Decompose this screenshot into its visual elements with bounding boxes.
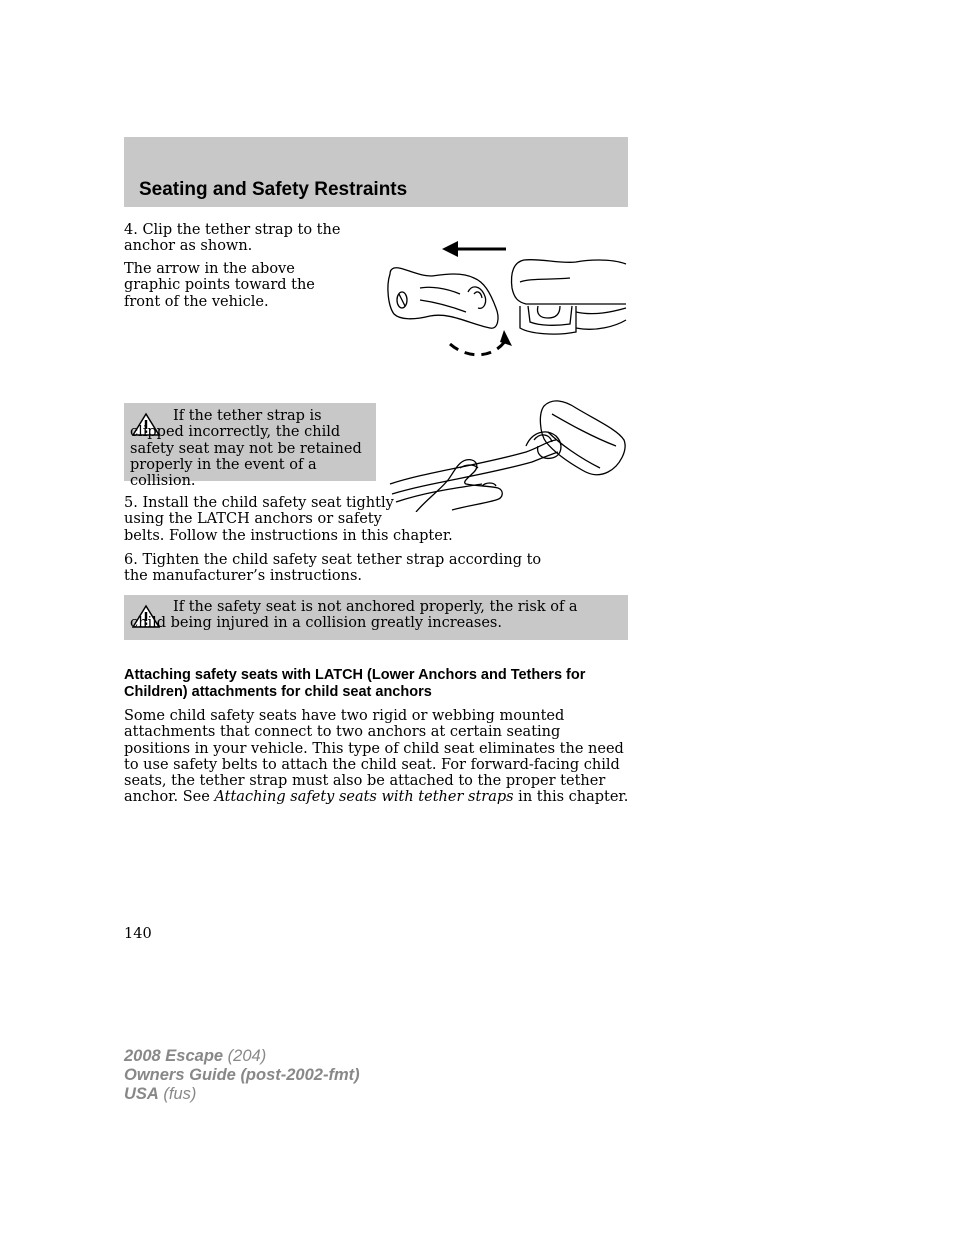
warning-box-anchor	[124, 595, 628, 640]
footer-line-2: Owners Guide (post-2002-fmt)	[124, 1066, 360, 1084]
step-6-text: 6. Tighten the child safety seat tether strap according to the manufacturer’s instructions.	[124, 552, 542, 585]
front-direction-arrow-icon	[442, 241, 506, 257]
page-number: 140	[124, 926, 152, 942]
step-5-line-3: belts. Follow the instructions in this chapter.	[124, 527, 453, 544]
latch-body-end: in this chapter.	[513, 789, 629, 806]
footer-market: USA	[124, 1085, 159, 1103]
footer-model: 2008 Escape	[124, 1047, 224, 1065]
latch-body	[124, 708, 630, 806]
section-header	[124, 137, 628, 207]
step-4-text: 4. Clip the tether strap to the anchor as shown.	[124, 222, 341, 255]
warning-tether-text: If the tether strap is clipped incorrectly, the child safety seat may not be retained properly in the event of a collision.	[130, 408, 362, 490]
step-5-line-2: using the LATCH anchors or safety	[124, 511, 382, 528]
document-footer	[124, 1047, 444, 1104]
step-4-note: The arrow in the above graphic points toward the front of the vehicle.	[124, 261, 315, 310]
footer-line-3	[124, 1085, 444, 1104]
clip-motion-arrow-icon	[450, 330, 512, 355]
footer-line-1	[124, 1047, 444, 1066]
footer-model-code: (204)	[223, 1047, 267, 1065]
section-title: Seating and Safety Restraints	[139, 179, 408, 200]
warning-box-tether	[124, 403, 376, 490]
warning-anchor-text: If the safety seat is not anchored properly, the risk of a child being injured in a collision greatly increases.	[130, 599, 578, 632]
latch-heading: Attaching safety seats with LATCH (Lower Anchors and Tethers for Children) attachments for child seat anchors	[124, 667, 586, 700]
latch-cross-reference: Attaching safety seats with tether straps	[214, 789, 514, 806]
step-5-line-1: 5. Install the child safety seat tightly	[124, 495, 394, 511]
latch-body-text: Some child safety seats have two rigid or webbing mounted attachments that connect to two anchors at certain seating positions in your vehicle. This type of child seat eliminates the need to use safety belts to attach the child seat. For forward-facing child seats, the tether strap must also be attached to the proper tether anchor. See	[124, 708, 624, 806]
tether-clip-illustration	[380, 236, 630, 366]
footer-market-code: (fus)	[158, 1085, 197, 1103]
